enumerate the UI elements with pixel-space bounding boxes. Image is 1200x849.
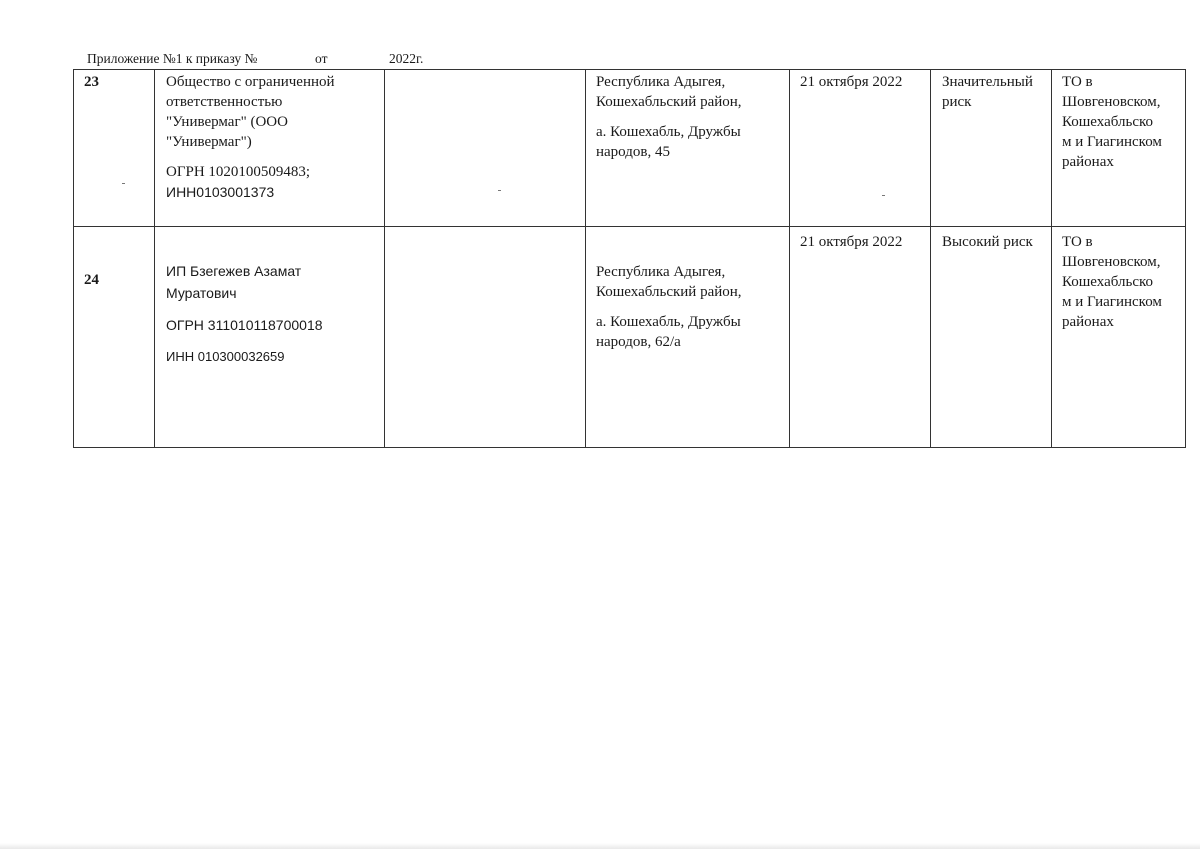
date-cell: 21 октября 2022 (800, 234, 903, 250)
inn: ИНН0103001373 (166, 184, 275, 200)
risk-cell (942, 232, 1050, 252)
address-line: Кошехабльский район, (596, 94, 742, 110)
to-line: ТО в (1062, 234, 1093, 250)
scan-speck (122, 183, 125, 184)
inn: ИНН 010300032659 (166, 349, 285, 364)
risk-cell (942, 72, 1050, 112)
to-line: ТО в (1062, 74, 1093, 90)
header-ot: от (315, 51, 328, 66)
risk-line: Высокий риск (942, 234, 1033, 250)
organization-name-cell (166, 72, 381, 202)
column-divider (1051, 70, 1052, 447)
name-line: "Универмаг" (ООО (166, 114, 288, 130)
row-divider (74, 226, 1185, 227)
address-line: Республика Адыгея, (596, 74, 726, 90)
to-line: Кошехабльско (1062, 274, 1153, 290)
risk-line: Значительный (942, 74, 1033, 90)
territorial-office-cell (1062, 232, 1186, 332)
column-divider (154, 70, 155, 447)
scan-edge-shadow (0, 843, 1200, 849)
name-line: "Универмаг") (166, 134, 252, 150)
column-divider (789, 70, 790, 447)
to-line: Шовгеновском, (1062, 94, 1161, 110)
organization-name-cell (166, 260, 381, 368)
to-line: м и Гиагинском (1062, 134, 1162, 150)
header-prefix: Приложение №1 к приказу № (87, 51, 258, 66)
address-line: а. Кошехабль, Дружбы (596, 314, 741, 330)
risk-line: риск (942, 94, 972, 110)
row-number: 23 (84, 74, 99, 90)
column-divider (384, 70, 385, 447)
header-year: 2022г. (389, 51, 424, 66)
document-header (87, 51, 424, 67)
address-line: народов, 45 (596, 144, 670, 160)
row-number: 24 (84, 272, 99, 288)
address-line: народов, 62/а (596, 334, 681, 350)
date-cell: 21 октября 2022 (800, 74, 903, 90)
to-line: районах (1062, 314, 1114, 330)
column-divider (585, 70, 586, 447)
ogrn: ОГРН 1020100509483; (166, 164, 311, 180)
to-line: Кошехабльско (1062, 114, 1153, 130)
territorial-office-cell (1062, 72, 1186, 172)
name-line: Муратович (166, 285, 237, 301)
ogrn: ОГРН 311010118700018 (166, 317, 323, 333)
column-divider (930, 70, 931, 447)
name-line: ИП Бзегежев Азамат (166, 263, 302, 279)
address-cell (596, 262, 786, 352)
address-cell (596, 72, 786, 162)
address-line: а. Кошехабль, Дружбы (596, 124, 741, 140)
address-line: Республика Адыгея, (596, 264, 726, 280)
to-line: Шовгеновском, (1062, 254, 1161, 270)
name-line: ответственностью (166, 94, 283, 110)
address-line: Кошехабльский район, (596, 284, 742, 300)
scan-speck (882, 195, 885, 196)
scan-speck (498, 190, 501, 191)
to-line: м и Гиагинском (1062, 294, 1162, 310)
to-line: районах (1062, 154, 1114, 170)
risk-table (73, 69, 1186, 448)
name-line: Общество с ограниченной (166, 74, 335, 90)
